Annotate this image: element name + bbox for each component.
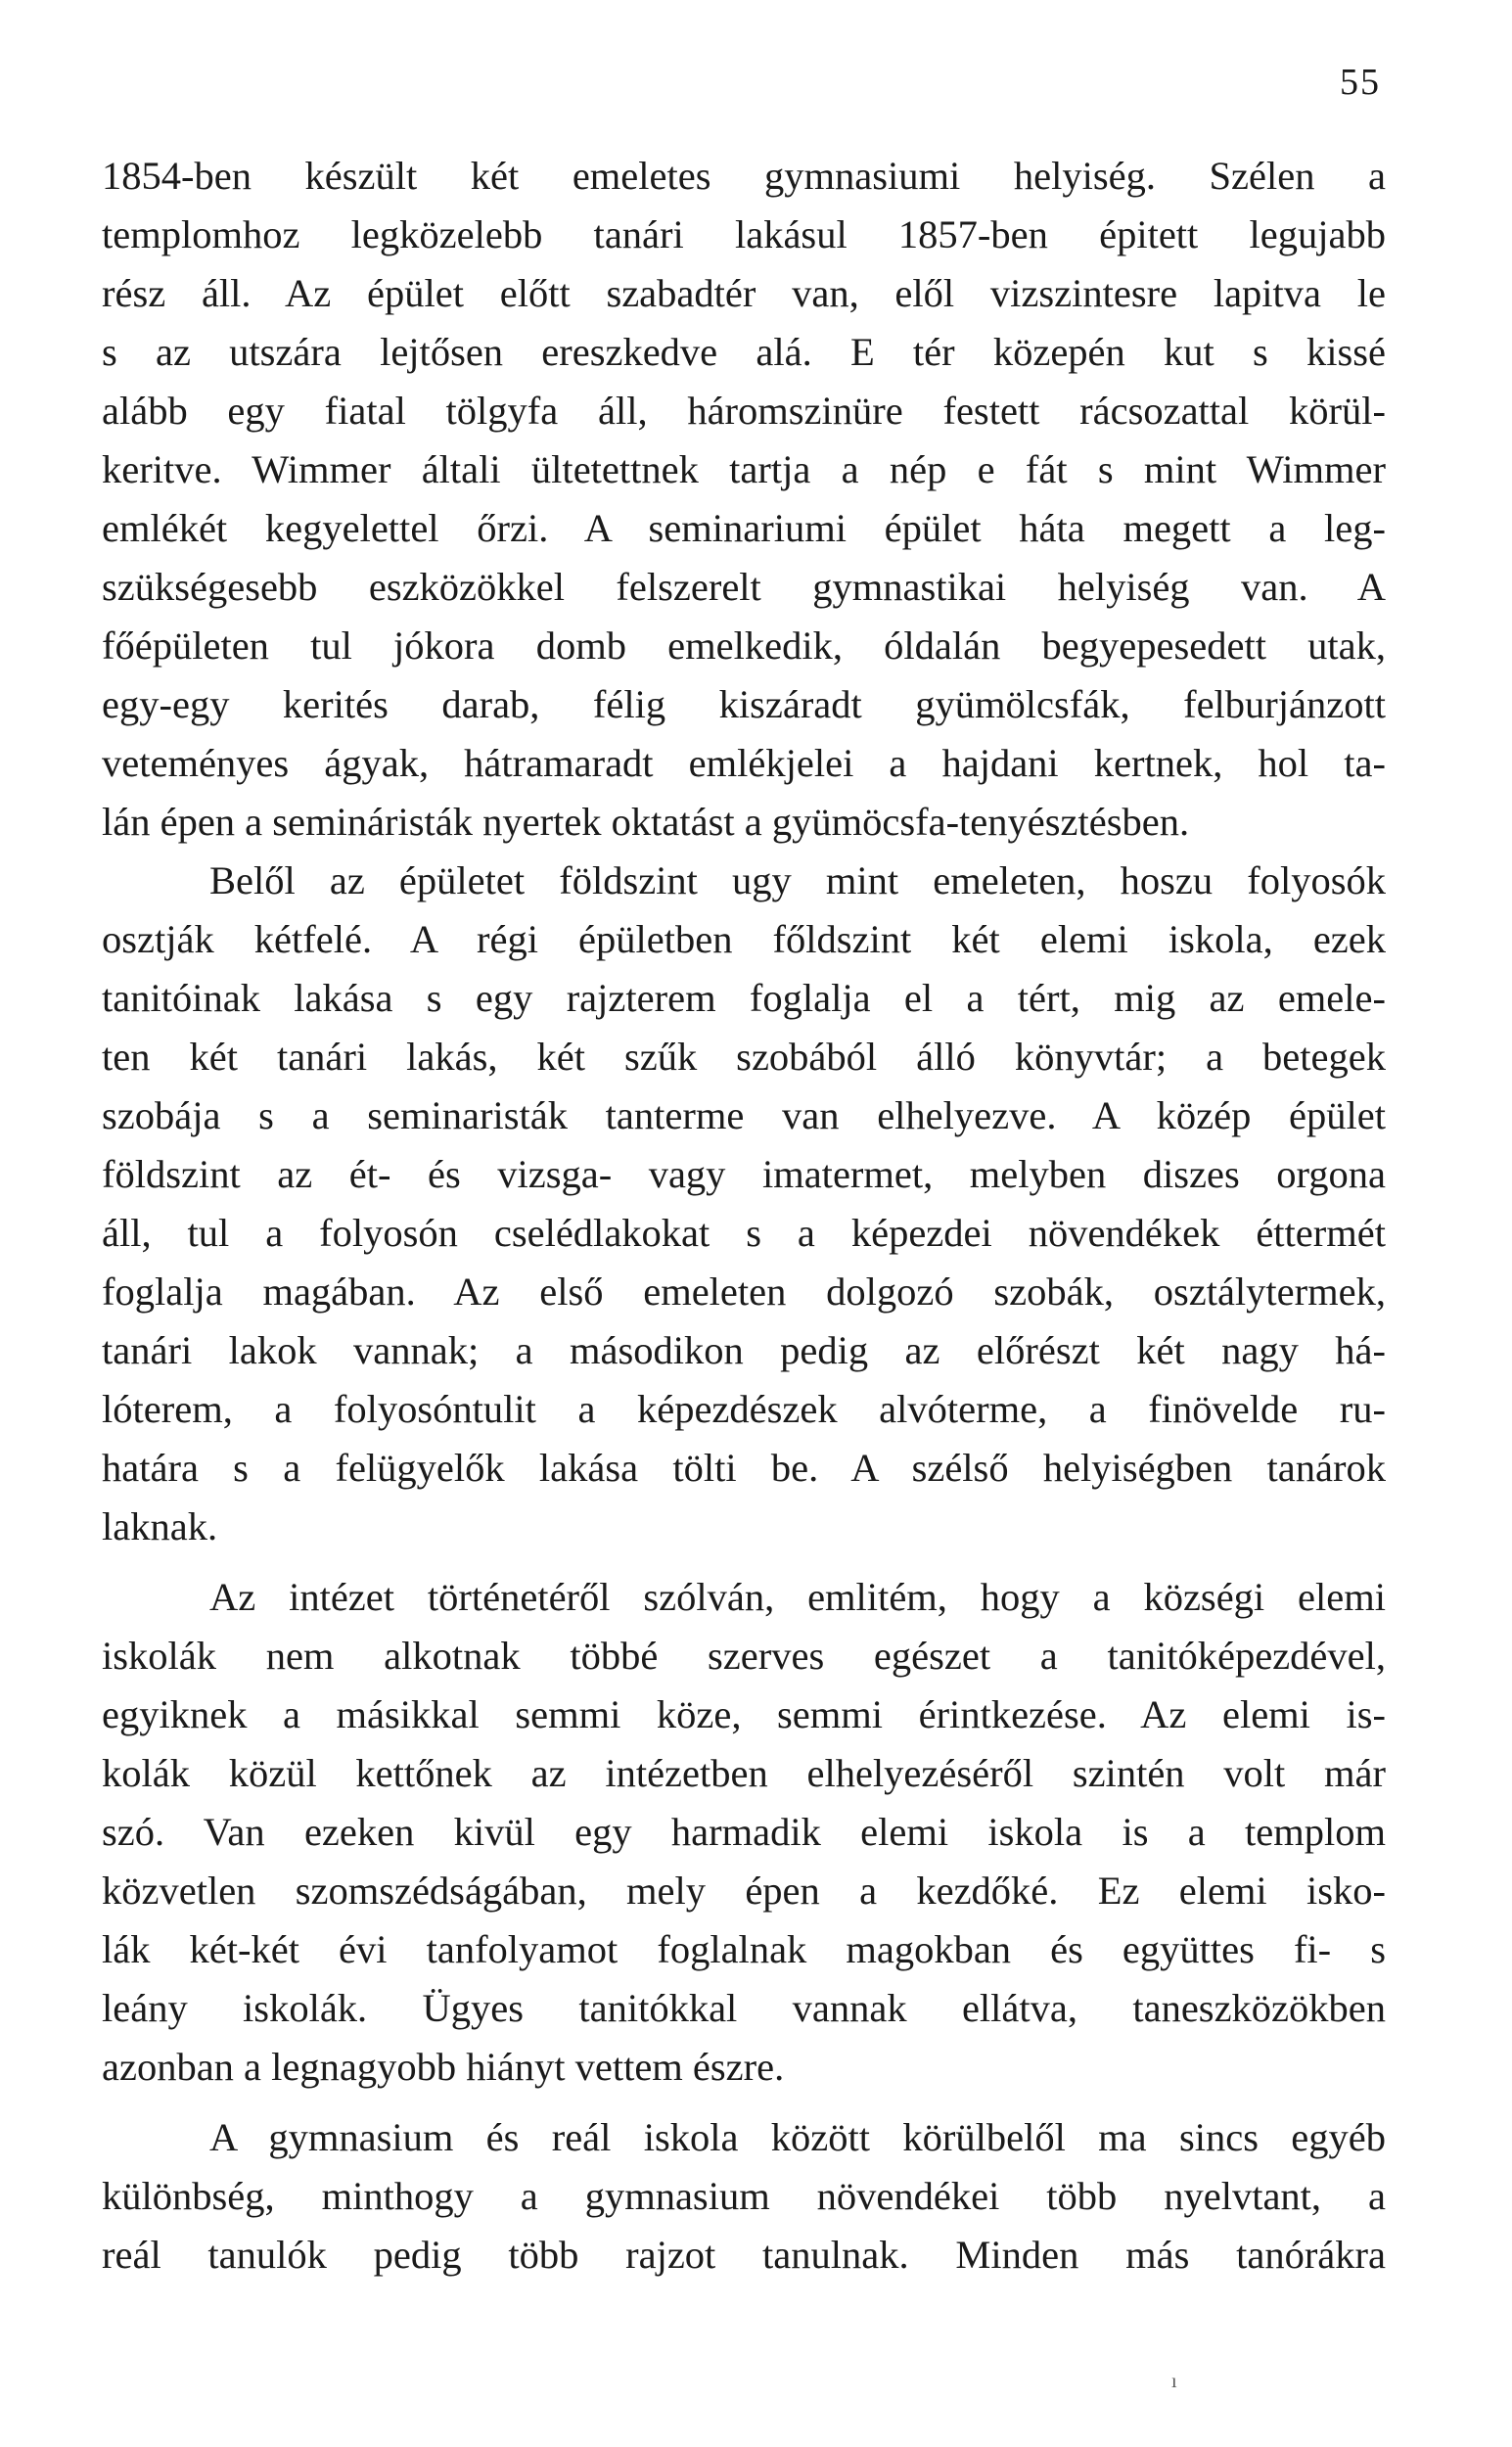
paragraph-2: [102, 852, 1386, 1556]
text-line: emlékét kegyelettel őrzi. A seminariumi épület háta megett a leg-: [102, 506, 1386, 550]
text-line: lóterem, a folyosóntulit a képezdészek alvóterme, a finövelde ru-: [102, 1387, 1386, 1431]
paragraph-3: [102, 1568, 1386, 2097]
text-line: különbség, minthogy a gymnasium növendékei több nyelvtant, a: [102, 2174, 1386, 2218]
text-line: ten két tanári lakás, két szűk szobából álló könyvtár; a betegek: [102, 1035, 1386, 1079]
text-line: szükségesebb eszközökkel felszerelt gymnastikai helyiség van. A: [102, 565, 1386, 609]
text-line: laknak.: [102, 1504, 218, 1548]
body-text: [102, 147, 1386, 2285]
paragraph-4: [102, 2108, 1386, 2285]
stray-print-mark: ı: [1171, 2371, 1177, 2392]
text-line: földszint az ét- és vizsga- vagy imatermet, melyben diszes orgona: [102, 1152, 1386, 1196]
text-line: Az intézet történetéről szólván, emlitém, hogy a községi elemi: [209, 1575, 1386, 1619]
text-line: lák két-két évi tanfolyamot foglalnak magokban és együttes fi- s: [102, 1927, 1386, 1971]
text-line: határa s a felügyelők lakása tölti be. A szélső helyiségben tanárok: [102, 1446, 1386, 1490]
text-line: leány iskolák. Ügyes tanitókkal vannak ellátva, taneszközökben: [102, 1986, 1386, 2030]
text-line: tanári lakok vannak; a másodikon pedig az előrészt két nagy há-: [102, 1328, 1386, 1372]
text-line: keritve. Wimmer általi ültetettnek tartja a nép e fát s mint Wimmer: [102, 447, 1386, 491]
text-line: egy-egy kerités darab, félig kiszáradt gyümölcsfák, felburjánzott: [102, 682, 1386, 726]
text-line: közvetlen szomszédságában, mely épen a kezdőké. Ez elemi isko-: [102, 1869, 1386, 1913]
text-line: Belől az épületet földszint ugy mint emeleten, hoszu folyosók: [209, 858, 1386, 902]
text-line: osztják kétfelé. A régi épületben főldszint két elemi iskola, ezek: [102, 917, 1386, 961]
text-line: tanitóinak lakása s egy rajzterem foglalja el a tért, mig az emele-: [102, 976, 1386, 1020]
page-number: 55: [1340, 62, 1381, 103]
text-line: A gymnasium és reál iskola között körülbelől ma sincs egyéb: [209, 2115, 1386, 2159]
text-line: egyiknek a másikkal semmi köze, semmi érintkezése. Az elemi is-: [102, 1692, 1386, 1736]
text-line: főépületen tul jókora domb emelkedik, óldalán begyepesedett utak,: [102, 623, 1386, 668]
paragraph-1: [102, 147, 1386, 852]
text-line: lán épen a semináristák nyertek oktatást a gyümöcsfa-tenyésztésben.: [102, 800, 1190, 844]
text-line: azonban a legnagyobb hiányt vettem észre.: [102, 2045, 785, 2089]
text-line: reál tanulók pedig több rajzot tanulnak. Minden más tanórákra: [102, 2233, 1386, 2277]
text-line: templomhoz legközelebb tanári lakásul 1857-ben épitett legujabb: [102, 212, 1386, 256]
text-line: áll, tul a folyosón cselédlakokat s a képezdei növendékek éttermét: [102, 1211, 1386, 1255]
text-line: kolák közül kettőnek az intézetben elhelyezéséről szintén volt már: [102, 1751, 1386, 1795]
text-line: 1854-ben készült két emeletes gymnasiumi helyiség. Szélen a: [102, 154, 1386, 198]
text-line: alább egy fiatal tölgyfa áll, háromszinüre festett rácsozattal körül-: [102, 389, 1386, 433]
text-line: rész áll. Az épület előtt szabadtér van, elől vizszintesre lapitva le: [102, 271, 1386, 315]
text-line: szobája s a seminaristák tanterme van elhelyezve. A közép épület: [102, 1093, 1386, 1137]
text-line: veteményes ágyak, hátramaradt emlékjelei a hajdani kertnek, hol ta-: [102, 741, 1386, 785]
text-line: iskolák nem alkotnak többé szerves egészet a tanitóképezdével,: [102, 1634, 1386, 1678]
text-line: foglalja magában. Az első emeleten dolgozó szobák, osztálytermek,: [102, 1270, 1386, 1314]
text-line: szó. Van ezeken kivül egy harmadik elemi iskola is a templom: [102, 1810, 1386, 1854]
text-line: s az utszára lejtősen ereszkedve alá. E tér közepén kut s kissé: [102, 330, 1386, 374]
